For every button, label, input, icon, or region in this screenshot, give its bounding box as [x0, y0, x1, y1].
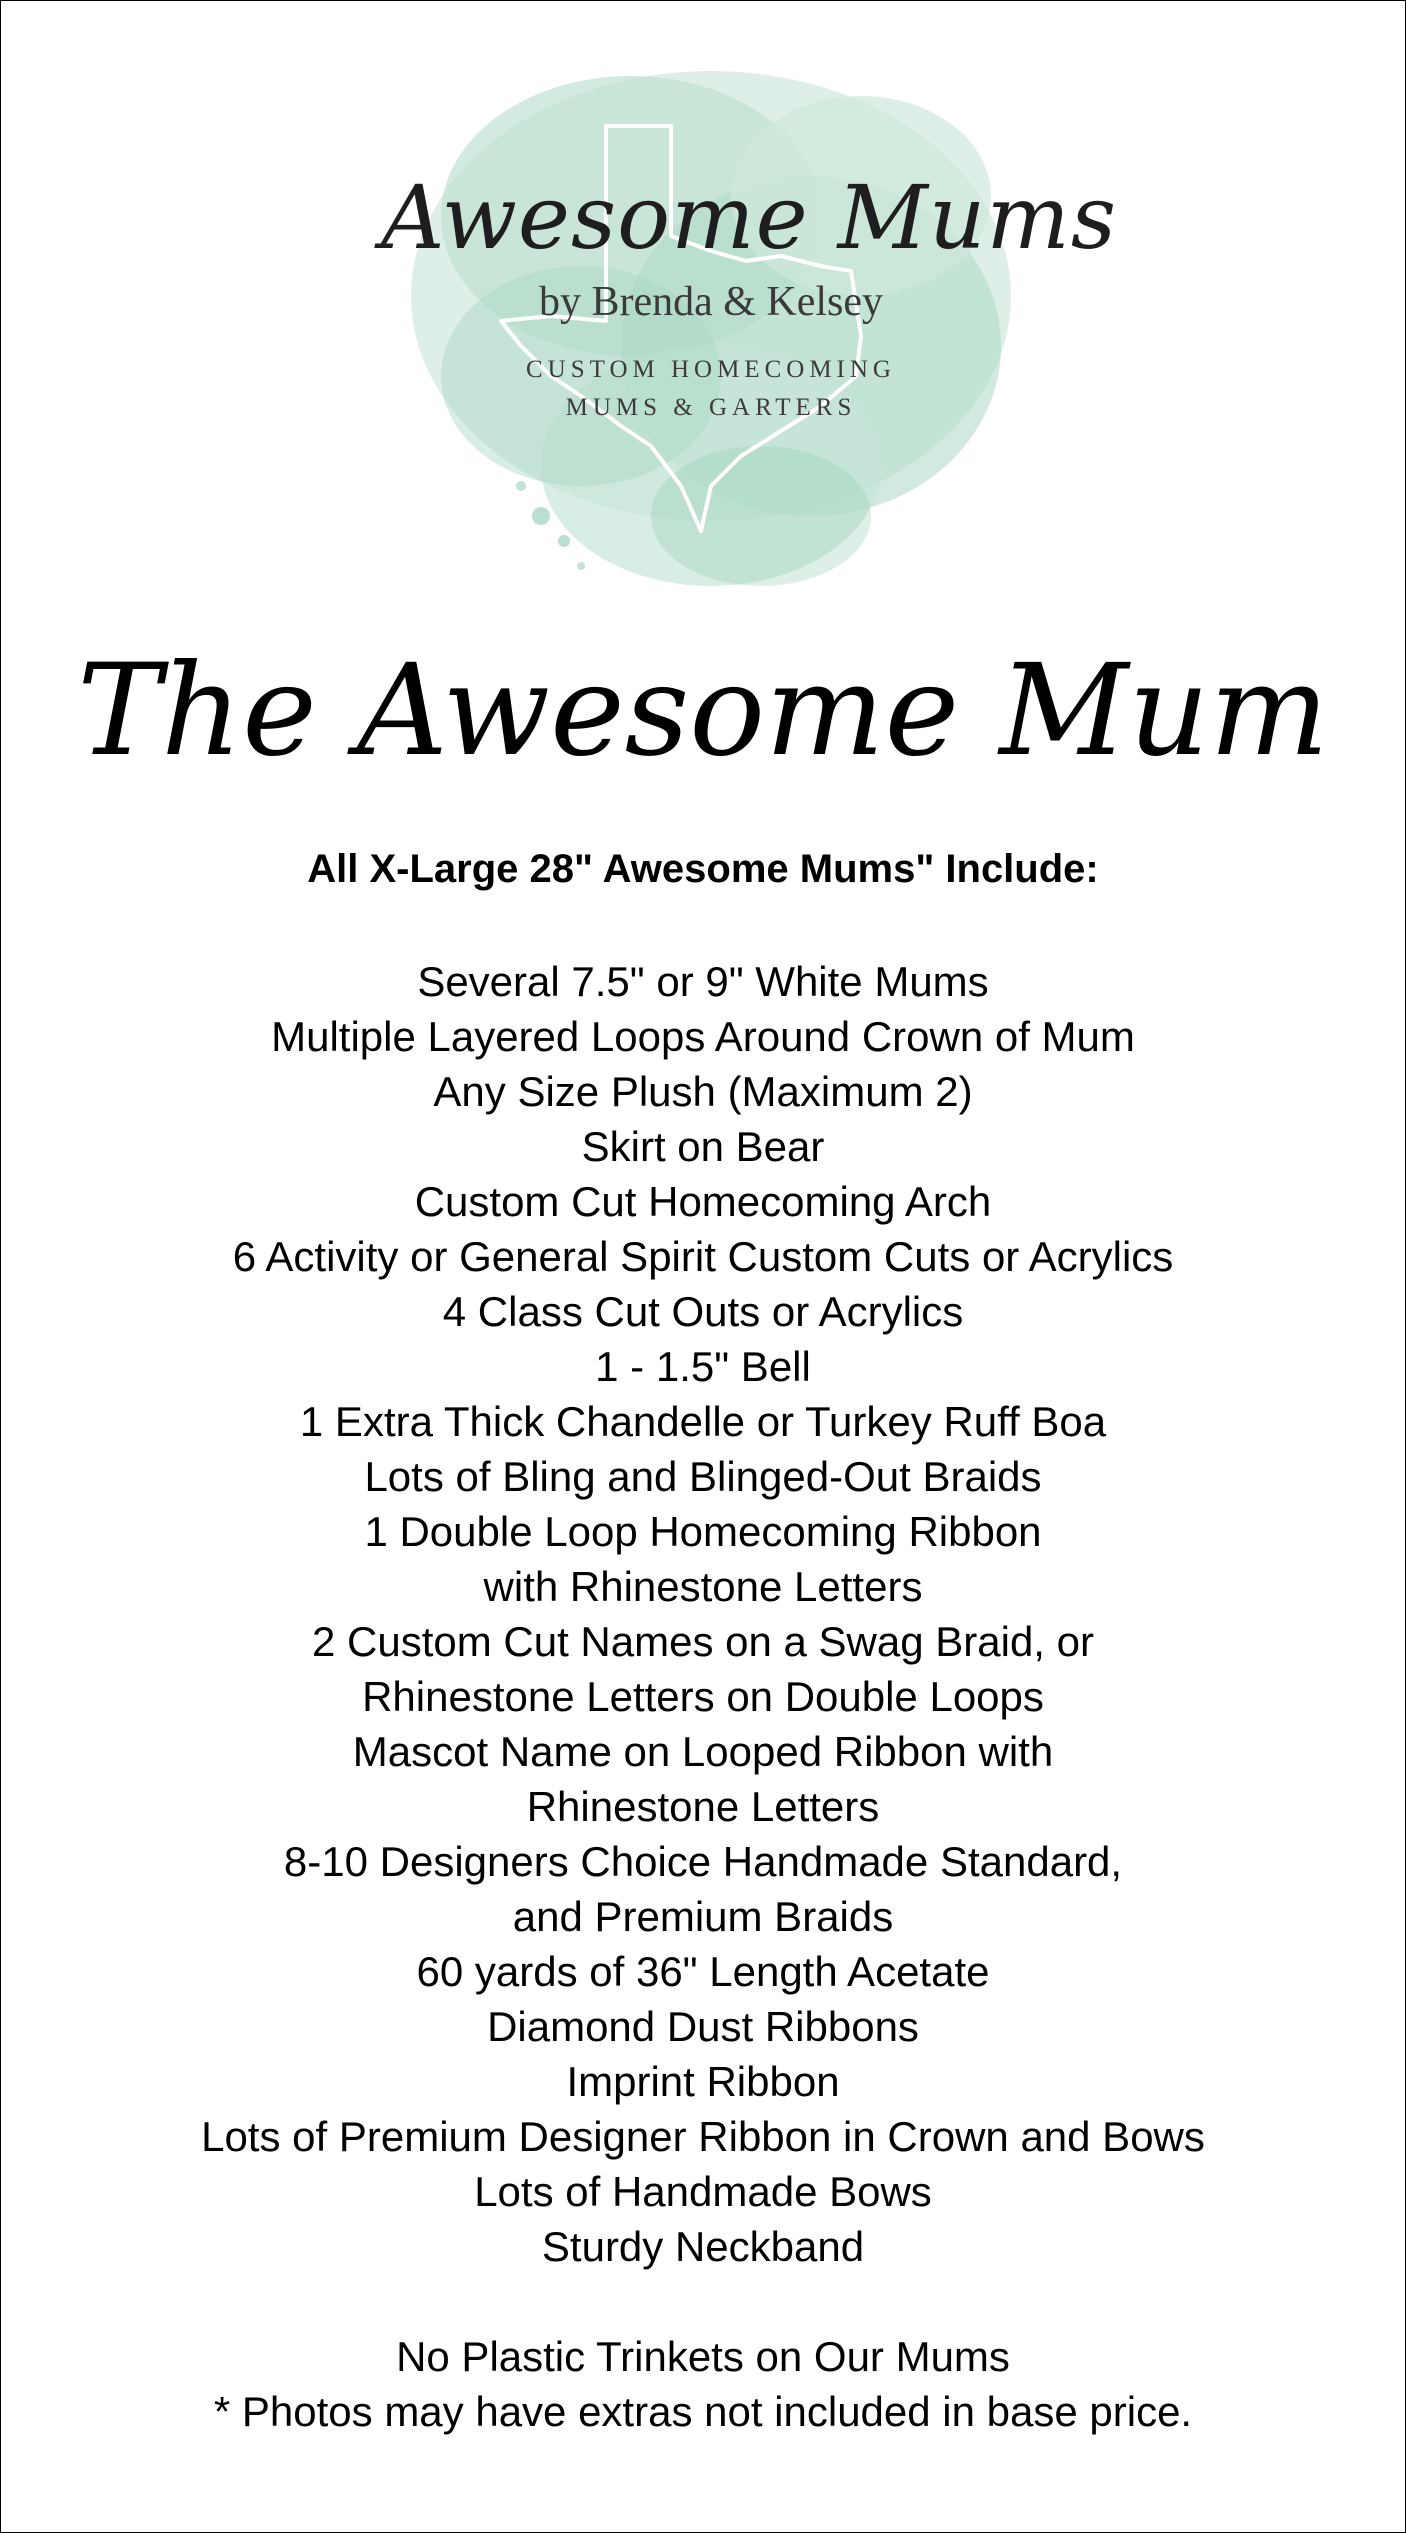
no-trinkets-note: No Plastic Trinkets on Our Mums: [396, 2333, 1010, 2380]
feature-item: 1 - 1.5" Bell: [595, 1343, 811, 1390]
feature-item: Sturdy Neckband: [541, 2223, 865, 2270]
feature-item: Mascot Name on Looped Ribbon with: [352, 1728, 1054, 1775]
logo-byline: by Brenda & Kelsey: [538, 279, 884, 325]
page-title: The Awesome Mum: [77, 637, 1329, 784]
feature-item: Custom Cut Homecoming Arch: [414, 1178, 992, 1225]
includes-heading: All X-Large 28" Awesome Mums" Include:: [307, 847, 1099, 891]
feature-item: Several 7.5" or 9" White Mums: [417, 958, 989, 1005]
feature-item: 2 Custom Cut Names on a Swag Braid, or: [311, 1618, 1094, 1665]
feature-item: and Premium Braids: [512, 1893, 894, 1940]
feature-item: Diamond Dust Ribbons: [487, 2003, 919, 2050]
feature-item: 1 Double Loop Homecoming Ribbon: [364, 1508, 1042, 1555]
feature-item: 8-10 Designers Choice Handmade Standard,: [283, 1838, 1123, 1885]
feature-item: 4 Class Cut Outs or Acrylics: [442, 1288, 964, 1335]
logo-title: Awesome Mums: [381, 166, 1118, 269]
feature-item: Rhinestone Letters on Double Loops: [362, 1673, 1044, 1720]
feature-item: Any Size Plush (Maximum 2): [433, 1068, 973, 1115]
logo-tagline-line1: CUSTOM HOMECOMING: [526, 356, 896, 383]
feature-item: 1 Extra Thick Chandelle or Turkey Ruff Boa: [299, 1398, 1107, 1445]
brand-logo: [381, 46, 1118, 606]
feature-item: Lots of Bling and Blinged-Out Braids: [364, 1453, 1042, 1500]
feature-item: Skirt on Bear: [581, 1123, 825, 1170]
feature-item: Rhinestone Letters: [526, 1783, 880, 1830]
features-list: [1, 954, 1405, 2274]
footer-notes: [1, 2329, 1405, 2439]
feature-item: Lots of Premium Designer Ribbon in Crown and Bows: [201, 2113, 1205, 2160]
feature-item: 60 yards of 36" Length Acetate: [416, 1948, 990, 1995]
logo-tagline-line2: MUMS & GARTERS: [565, 394, 857, 421]
watercolor-background: [381, 46, 1118, 606]
photo-disclaimer: * Photos may have extras not included in base price.: [213, 2388, 1193, 2435]
feature-item: with Rhinestone Letters: [483, 1563, 923, 1610]
feature-item: 6 Activity or General Spirit Custom Cuts or Acrylics: [232, 1233, 1174, 1280]
feature-item: Lots of Handmade Bows: [474, 2168, 932, 2215]
feature-item: Multiple Layered Loops Around Crown of Mum: [271, 1013, 1135, 1060]
feature-item: Imprint Ribbon: [566, 2058, 840, 2105]
